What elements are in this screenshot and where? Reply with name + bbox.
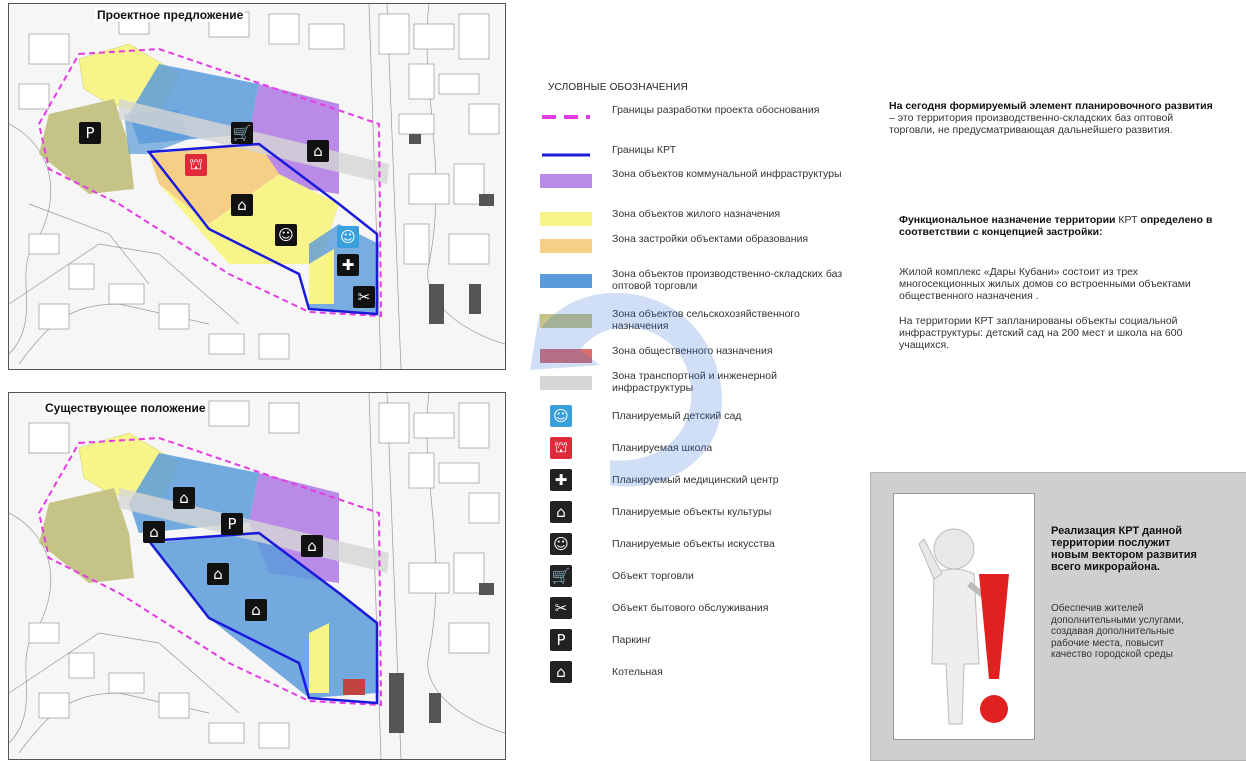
function-heading: Функциональное назначение территории: [899, 214, 1116, 226]
culture-icon: ⌂: [550, 501, 572, 523]
legend-label: Паркинг: [612, 634, 652, 646]
proposal-map[interactable]: [8, 3, 506, 370]
color-swatch: [540, 212, 592, 226]
child-icon[interactable]: ☺: [337, 226, 359, 248]
callout-body: Обеспечив жителей дополнительными услугами, создавая дополнительные рабочие места, повысит качество городской среды: [1051, 603, 1184, 660]
legend-item-project-boundary: [540, 104, 850, 132]
existing-map[interactable]: [8, 392, 506, 760]
warehouse-icon[interactable]: ⌂: [207, 563, 229, 585]
legend-label: Планируемые объекты культуры: [612, 506, 772, 518]
culture-icon[interactable]: ⌂: [231, 194, 253, 216]
intro-heading: На сегодня формируемый элемент планировочного развития: [889, 100, 1213, 112]
theatre-icon: ☺: [550, 533, 572, 555]
legend-label: Зона объектов производственно-складских баз оптовой торговли: [612, 268, 843, 292]
legend-item-krt-boundary: [540, 142, 850, 170]
legend-label: Границы КРТ: [612, 144, 676, 156]
legend-item-art: [540, 532, 850, 560]
medical-icon[interactable]: ✚: [337, 254, 359, 276]
legend-label: Зона застройки объектами образования: [612, 233, 809, 245]
legend-label: Зона транспортной и инженерной инфраструктуры: [612, 370, 777, 394]
legend-title: УСЛОВНЫЕ ОБОЗНАЧЕНИЯ: [548, 82, 688, 93]
child-icon: ☺: [550, 405, 572, 427]
conclusion-callout: [870, 472, 1246, 761]
legend-item-parking: [540, 628, 850, 656]
figure-with-exclamation-image: [893, 493, 1035, 740]
legend-label: Зона объектов жилого назначения: [612, 208, 781, 220]
legend-label: Планируемый детский сад: [612, 410, 742, 422]
arrow-watermark-icon: [520, 270, 750, 500]
school-icon[interactable]: ⛫: [185, 154, 207, 176]
legend-item-education-zone: [540, 233, 850, 261]
cart-icon[interactable]: 🛒: [232, 124, 252, 142]
proposal-map-drawing: [9, 4, 505, 369]
legend-item-boiler-house: [540, 660, 850, 688]
legend-label: Котельная: [612, 666, 663, 678]
intro-body: – это территория производственно-складских баз оптовой торговли, не предусматривающая дальнейшего развития.: [889, 112, 1174, 136]
function-text: [899, 214, 1227, 238]
callout-title: Реализация КРТ данной территории послужит новым вектором развития всего микрорайона.: [1051, 525, 1197, 573]
existing-map-title: Существующее положение: [45, 401, 206, 415]
legend-label: Зона общественного назначения: [612, 345, 773, 357]
function-heading-2: определено в соответствии с концепцией застройки:: [899, 214, 1213, 238]
warehouse-icon[interactable]: ⌂: [173, 487, 195, 509]
legend-label: Зона объектов коммунальной инфраструктуры: [612, 168, 842, 180]
boiler-house-icon[interactable]: ⌂: [301, 535, 323, 557]
legend-item-residential-zone: [540, 206, 850, 234]
theatre-icon[interactable]: ☺: [275, 224, 297, 246]
legend-label: Планируемая школа: [612, 442, 713, 454]
legend-label: Планируемые объекты искусства: [612, 538, 775, 550]
legend-label: Границы разработки проекта обоснования: [612, 104, 820, 116]
school-icon: ⛫: [550, 437, 572, 459]
legend-label: Объект бытового обслуживания: [612, 602, 769, 614]
service-icon[interactable]: ✂: [353, 286, 375, 308]
legend-label: Объект торговли: [612, 570, 694, 582]
solid-line-swatch: [540, 148, 592, 162]
cart-icon: 🛒: [551, 567, 571, 585]
parking-icon[interactable]: P: [79, 122, 101, 144]
color-swatch: [540, 239, 592, 253]
legend-item-culture: [540, 500, 850, 528]
boiler-house-icon: ⌂: [550, 661, 572, 683]
exclamation-figure-icon: [894, 494, 1034, 739]
proposal-map-title: Проектное предложение: [97, 8, 244, 22]
service-icon: ✂: [550, 597, 572, 619]
social-infra-text: На территории КРТ запланированы объекты социальной инфраструктуры: детский сад на 200 мест и школа на 600 учащихся.: [899, 315, 1183, 351]
boiler-house-icon[interactable]: ⌂: [307, 140, 329, 162]
legend-label: Зона объектов сельскохозяйственного назначения: [612, 308, 800, 332]
intro-text: [889, 100, 1219, 136]
legend-item-trade: [540, 564, 850, 592]
complex-text: Жилой комплекс «Дары Кубани» состоит из трех многосекционных жилых домов со встроенными объектами общественного назначения .: [899, 266, 1191, 302]
function-mid: КРТ: [1115, 214, 1141, 226]
warehouse-icon[interactable]: ⌂: [245, 599, 267, 621]
existing-map-drawing: [9, 393, 505, 759]
color-swatch: [540, 174, 592, 188]
legend-label: Планируемый медицинский центр: [612, 474, 779, 486]
parking-icon: P: [550, 629, 572, 651]
dashed-line-swatch: [540, 110, 592, 124]
legend-item-service: [540, 596, 850, 624]
medical-icon: ✚: [550, 469, 572, 491]
warehouse-icon[interactable]: ⌂: [143, 521, 165, 543]
parking-icon[interactable]: P: [221, 513, 243, 535]
legend-item-communal-zone: [540, 168, 850, 196]
